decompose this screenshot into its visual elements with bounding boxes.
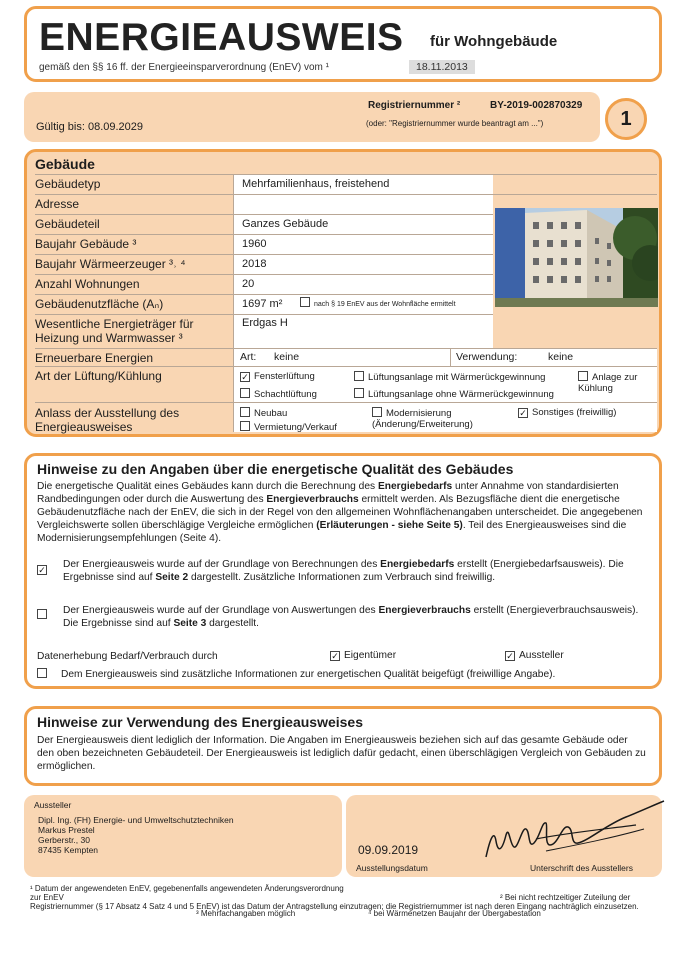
additional-info-label: Dem Energieausweis sind zusätzliche Informationen zur energetischen Qualität beigefügt (freiwillige Angabe). [61,669,556,680]
consumption-certificate-text: Der Energieausweis wurde auf der Grundlage von Auswertungen des Energieverbrauchs erstellt (Energieverbrauchsausweis). Die Ergebnisse sind auf Seite 3 dargestellt. [63,605,639,629]
quality-notes-section [24,453,662,689]
renewables-use-label: Verwendung: [456,351,518,363]
area-note: nach § 19 EnEV aus der Wohnfläche ermittelt [314,301,456,308]
issuer-label: Aussteller [34,800,72,810]
collection-owner-checkbox[interactable]: ✓ [331,651,339,661]
occasion-rent-sale-label: Vermietung/Verkauf [254,422,337,433]
collection-owner-label: Eigentümer [344,650,397,661]
footnote-2: ² Bei nicht rechtzeitiger Zuteilung der Registriernummer (§ 17 Absatz 4 Satz 4 und 5 EnEV) ist das Datum der Antragstellung einzutragen; die Registriernummer ist nach deren Eingang nachträglich einzusetzen. [30,893,639,911]
issue-date: 09.09.2019 [358,843,419,857]
registration-label: Registriernummer ² [368,100,461,111]
value-building-part: Ganzes Gebäude [233,214,493,234]
enev-date: 18.11.2013 [409,60,475,74]
label-heater-year: Baujahr Wärmeerzeuger ³˒ ⁴ [35,257,186,271]
issuer-line-4: 87435 Kempten [38,845,99,855]
label-occasion: Anlass der Ausstellung des Energieausweises [35,406,180,434]
ventilation-window-label: Fensterlüftung [254,371,315,382]
label-usable-area: Gebäudenutzfläche (Aₙ) [35,297,164,311]
issuer-line-3: Gerberstr., 30 [38,835,90,845]
issuer-line-2: Markus Prestel [38,825,95,835]
label-building-type: Gebäudetyp [35,177,101,191]
cooling-system-checkbox[interactable] [578,371,588,381]
document-subtitle: für Wohngebäude [430,33,558,50]
value-address [233,194,493,214]
valid-until: Gültig bis: 08.09.2029 [36,121,144,133]
building-section [24,149,662,437]
occasion-rent-sale-checkbox[interactable] [240,421,250,431]
occasion-other-checkbox[interactable]: ✓ [519,408,527,418]
data-collection-label: Datenerhebung Bedarf/Verbrauch durch [37,651,218,662]
cooling-system-label: Anlage zur Kühlung [578,372,638,394]
label-building-part: Gebäudeteil [35,217,100,231]
ventilation-with-recovery-checkbox[interactable] [354,371,364,381]
renewables-use-value: keine [548,351,574,363]
label-ventilation: Art der Lüftung/Kühlung [35,369,162,383]
occasion-new-building-label: Neubau [254,408,288,419]
usage-notes-title: Hinweise zur Verwendung des Energieausweises [37,714,364,730]
quality-notes-title: Hinweise zu den Angaben über die energetische Qualität des Gebäudes [37,461,514,477]
ventilation-without-recovery-label: Lüftungsanlage ohne Wärmerückgewinnung [368,389,554,400]
collection-issuer-label: Aussteller [519,650,564,661]
signature-image [476,799,666,863]
area-note-checkbox[interactable] [300,297,310,307]
label-apartment-count: Anzahl Wohnungen [35,277,140,291]
renewables-type-value: keine [274,351,300,363]
demand-certificate-text: Der Energieausweis wurde auf der Grundlage von Berechnungen des Energiebedarfs erstellt (Energiebedarfsausweis). Die Ergebnisse sind auf Seite 2 dargestellt. Zusätzliche Informationen zum Verbrauch sind freiwillig. [63,559,624,583]
registration-note: (oder: "Registriernummer wurde beantragt am ...") [366,119,544,128]
registration-number: BY-2019-002870329 [490,100,583,111]
ventilation-shaft-label: Schachtlüftung [254,389,317,400]
value-energy-carrier: Erdgas H [233,314,493,348]
usage-notes-text: Der Energieausweis dient lediglich der Information. Die Angaben im Energieausweis beziehen sich auf das gesamte Gebäude oder den oben bezeichneten Gebäudeteil. Der Energieausweis ist lediglich dafür gedacht, einen überschlägigen Vergleich von Gebäuden zu ermöglichen. [37,735,646,772]
footnote-1: ¹ Datum der angewendeten EnEV, gegebenenfalls angewendeten Änderungsverordnung zur EnEV [30,884,344,902]
renewables-row [233,348,657,366]
footnote-4: ⁴ bei Wärmenetzen Baujahr der Übergabestation [368,909,541,918]
value-construction-year: 1960 [233,234,493,254]
quality-intro: Die energetische Qualität eines Gebäudes kann durch die Berechnung des Energiebedarfs unter Annahme von standardisierten Randbedingungen oder durch die Auswertung des Energieverbrauchs ermittelt werden. Als Bezugsfläche dient die energetische Gebäudenutzfläche nach der EnEV, die sich in der Regel von den allgemeinen Wohnflächenangaben unterscheidet. Die angegebenen Vergleichswerte sollen überschlägige Vergleiche ermöglichen (Erläuterungen - siehe Seite 5). Teil des Energieausweises sind die Modernisierungsempfehlungen (Seite 4). [37,481,643,544]
value-usable-area [233,294,493,314]
demand-certificate-checkbox[interactable]: ✓ [38,565,46,575]
value-heater-year: 2018 [233,254,493,274]
collection-issuer-checkbox[interactable]: ✓ [506,651,514,661]
ventilation-window-checkbox[interactable]: ✓ [241,372,249,382]
building-photo [495,208,658,307]
header-box [24,6,662,82]
page-number-badge: 1 [605,98,647,140]
ventilation-with-recovery-label: Lüftungsanlage mit Wärmerückgewinnung [368,372,546,383]
occasion-new-building-checkbox[interactable] [240,407,250,417]
label-energy-carrier: Wesentliche Energieträger für Heizung und Warmwasser ³ [35,317,194,345]
usable-area-number: 1697 m² [242,298,283,310]
label-construction-year: Baujahr Gebäude ³ [35,237,137,251]
consumption-certificate-checkbox[interactable] [37,609,47,619]
usage-notes-section [24,706,662,786]
occasion-modernization-checkbox[interactable] [372,407,382,417]
footnote-3: ³ Mehrfachangaben möglich [196,909,296,918]
ventilation-without-recovery-checkbox[interactable] [354,388,364,398]
building-photo-image [495,208,658,307]
registration-box [24,92,600,142]
ventilation-row [233,366,657,402]
issue-date-label: Ausstellungsdatum [356,863,428,873]
renewables-type-label: Art: [240,351,257,363]
label-address: Adresse [35,197,80,211]
issuer-line-1: Dipl. Ing. (FH) Energie- und Umweltschutztechniken [38,815,234,825]
label-renewables: Erneuerbare Energien [35,351,154,365]
issue-date-signature-box [346,795,662,877]
ventilation-shaft-checkbox[interactable] [240,388,250,398]
issuer-box [24,795,342,877]
occasion-row [233,402,657,432]
value-apartment-count: 20 [233,274,493,294]
additional-info-checkbox[interactable] [37,668,47,678]
document-title: ENERGIEAUSWEIS [39,16,404,59]
occasion-modernization-label: Modernisierung (Änderung/Erweiterung) [372,408,473,430]
building-title: Gebäude [35,156,95,172]
signature-label: Unterschrift des Ausstellers [530,863,633,873]
occasion-other-label: Sonstiges (freiwillig) [532,407,617,418]
legal-basis: gemäß den §§ 16 ff. der Energieeinsparverordnung (EnEV) vom ¹ [39,62,329,73]
value-building-type: Mehrfamilienhaus, freistehend [233,174,493,194]
